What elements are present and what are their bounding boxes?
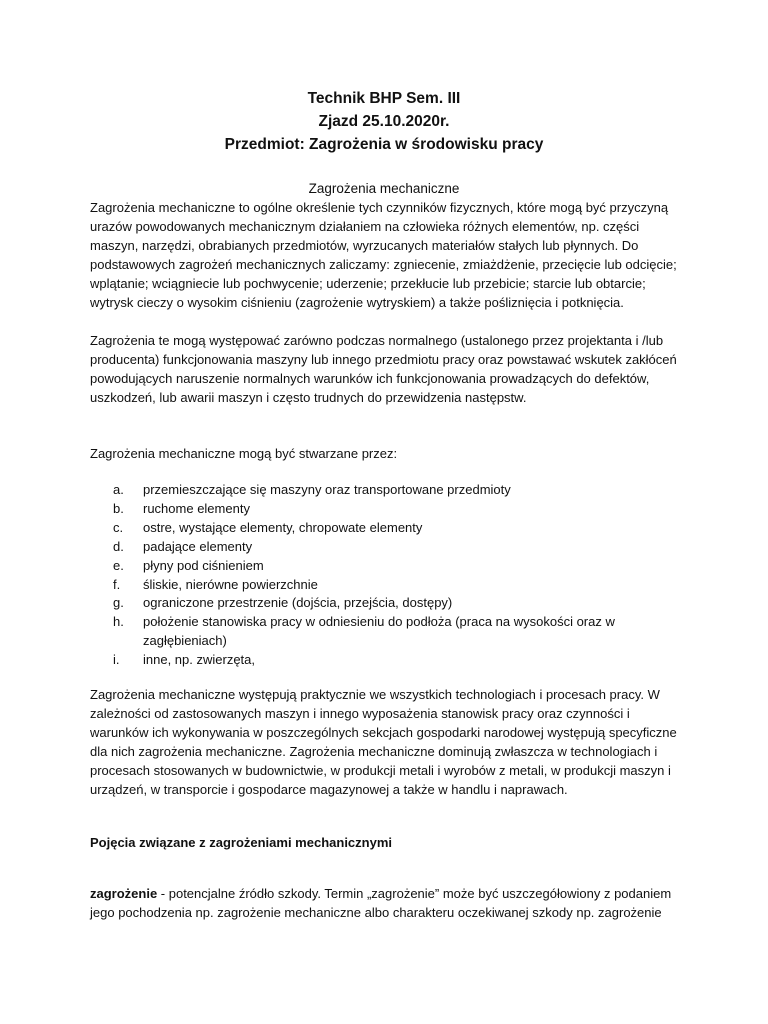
list-item <box>90 576 686 595</box>
paragraph-technologies: Zagrożenia mechaniczne występują praktycznie we wszystkich technologiach i procesach pracy. W zależności od zastosowanych maszyn i innego wyposażenia stanowisk pracy oraz czynności i warunków ich wykonywania w poszczególnych sekcjach gospodarki narodowej występują specyficzne dla nich zagrożenia mechaniczne. Zagrożenia mechaniczne dominują zwłaszcza w technologiach i procesach stosowanych w budownictwie, w produkcji metali i wyrobów z metali, w produkcji maszyn i urządzeń, w transporcie i gospodarce magazynowej a także w handlu i naprawach. <box>90 687 677 797</box>
list-item-text: ograniczone przestrzenie (dojścia, przejścia, dostępy) <box>143 595 453 611</box>
list-item-text: położenie stanowiska pracy w odniesieniu do podłoża (praca na wysokości oraz w zagłębieniach) <box>143 614 615 649</box>
list-item-text: padające elementy <box>143 538 253 554</box>
list-item <box>90 500 686 519</box>
list-marker: e. <box>113 557 124 573</box>
list-item-text: śliskie, nierówne powierzchnie <box>143 576 318 592</box>
hazard-sources-list <box>90 481 686 670</box>
list-item <box>90 594 686 613</box>
paragraph-term-definition <box>90 885 686 923</box>
list-item <box>90 557 686 576</box>
list-marker: f. <box>113 576 121 592</box>
list-marker: i. <box>113 652 120 668</box>
header-subject: Przedmiot: Zagrożenia w środowisku pracy <box>224 136 544 153</box>
section-title: Zagrożenia mechaniczne <box>308 181 460 196</box>
list-item-text: inne, np. zwierzęta, <box>143 652 256 668</box>
paragraph-list-intro: Zagrożenia mechaniczne mogą być stwarzane przez: <box>90 446 398 461</box>
list-item-text: ostre, wystające elementy, chropowate elementy <box>143 519 423 535</box>
list-item <box>90 613 686 651</box>
subsection-heading: Pojęcia związane z zagrożeniami mechanicznymi <box>90 835 392 850</box>
list-item-text: płyny pod ciśnieniem <box>143 557 264 573</box>
list-item <box>90 481 686 500</box>
list-item <box>90 538 686 557</box>
paragraph-occurrence: Zagrożenia te mogą występować zarówno podczas normalnego (ustalonego przez projektanta i /lub producenta) funkcjonowania maszyny lub innego przedmiotu pracy oraz powstawać wskutek zakłóceń powodujących naruszenie normalnych warunków ich funkcjonowania prowadzących do defektów, uszkodzeń, lub awarii maszyn i często trudnych do przewidzenia następstw. <box>90 333 677 405</box>
list-marker: g. <box>113 595 124 611</box>
list-item <box>90 519 686 538</box>
list-marker: d. <box>113 538 124 554</box>
list-item <box>90 651 686 670</box>
paragraph-definition: Zagrożenia mechaniczne to ogólne określenie tych czynników fizycznych, które mogą być przyczyną urazów powodowanych mechanicznym działaniem na człowieka różnych elementów, np. części maszyn, narzędzi, obrabianych przedmiotów, wyrzucanych materiałów stałych lub płynnych. Do podstawowych zagrożeń mechanicznych zaliczamy: zgniecenie, zmiażdżenie, przecięcie lub odcięcie; wplątanie; wciągniecie lub pochwycenie; uderzenie; przekłucie lub przebicie; starcie lub obtarcie; wytrysk cieczy o wysokim ciśnieniu (zagrożenie wytryskiem) a także pośliznięcia i potknięcia. <box>90 200 677 310</box>
header-course: Technik BHP Sem. III <box>307 90 461 107</box>
list-marker: h. <box>113 614 124 630</box>
list-item-text: przemieszczające się maszyny oraz transportowane przedmioty <box>143 482 511 497</box>
list-marker: c. <box>113 519 124 535</box>
defined-term: zagrożenie <box>90 886 158 901</box>
list-marker: b. <box>113 500 124 516</box>
list-item-text: ruchome elementy <box>143 500 250 516</box>
list-marker: a. <box>113 482 124 497</box>
term-definition: - potencjalne źródło szkody. Termin „zagrożenie” może być uszczegółowiony z podaniem jego pochodzenia np. zagrożenie mechaniczne albo charakteru oczekiwanej szkody np. zagrożenie <box>90 886 672 920</box>
header-date: Zjazd 25.10.2020r. <box>318 113 450 130</box>
